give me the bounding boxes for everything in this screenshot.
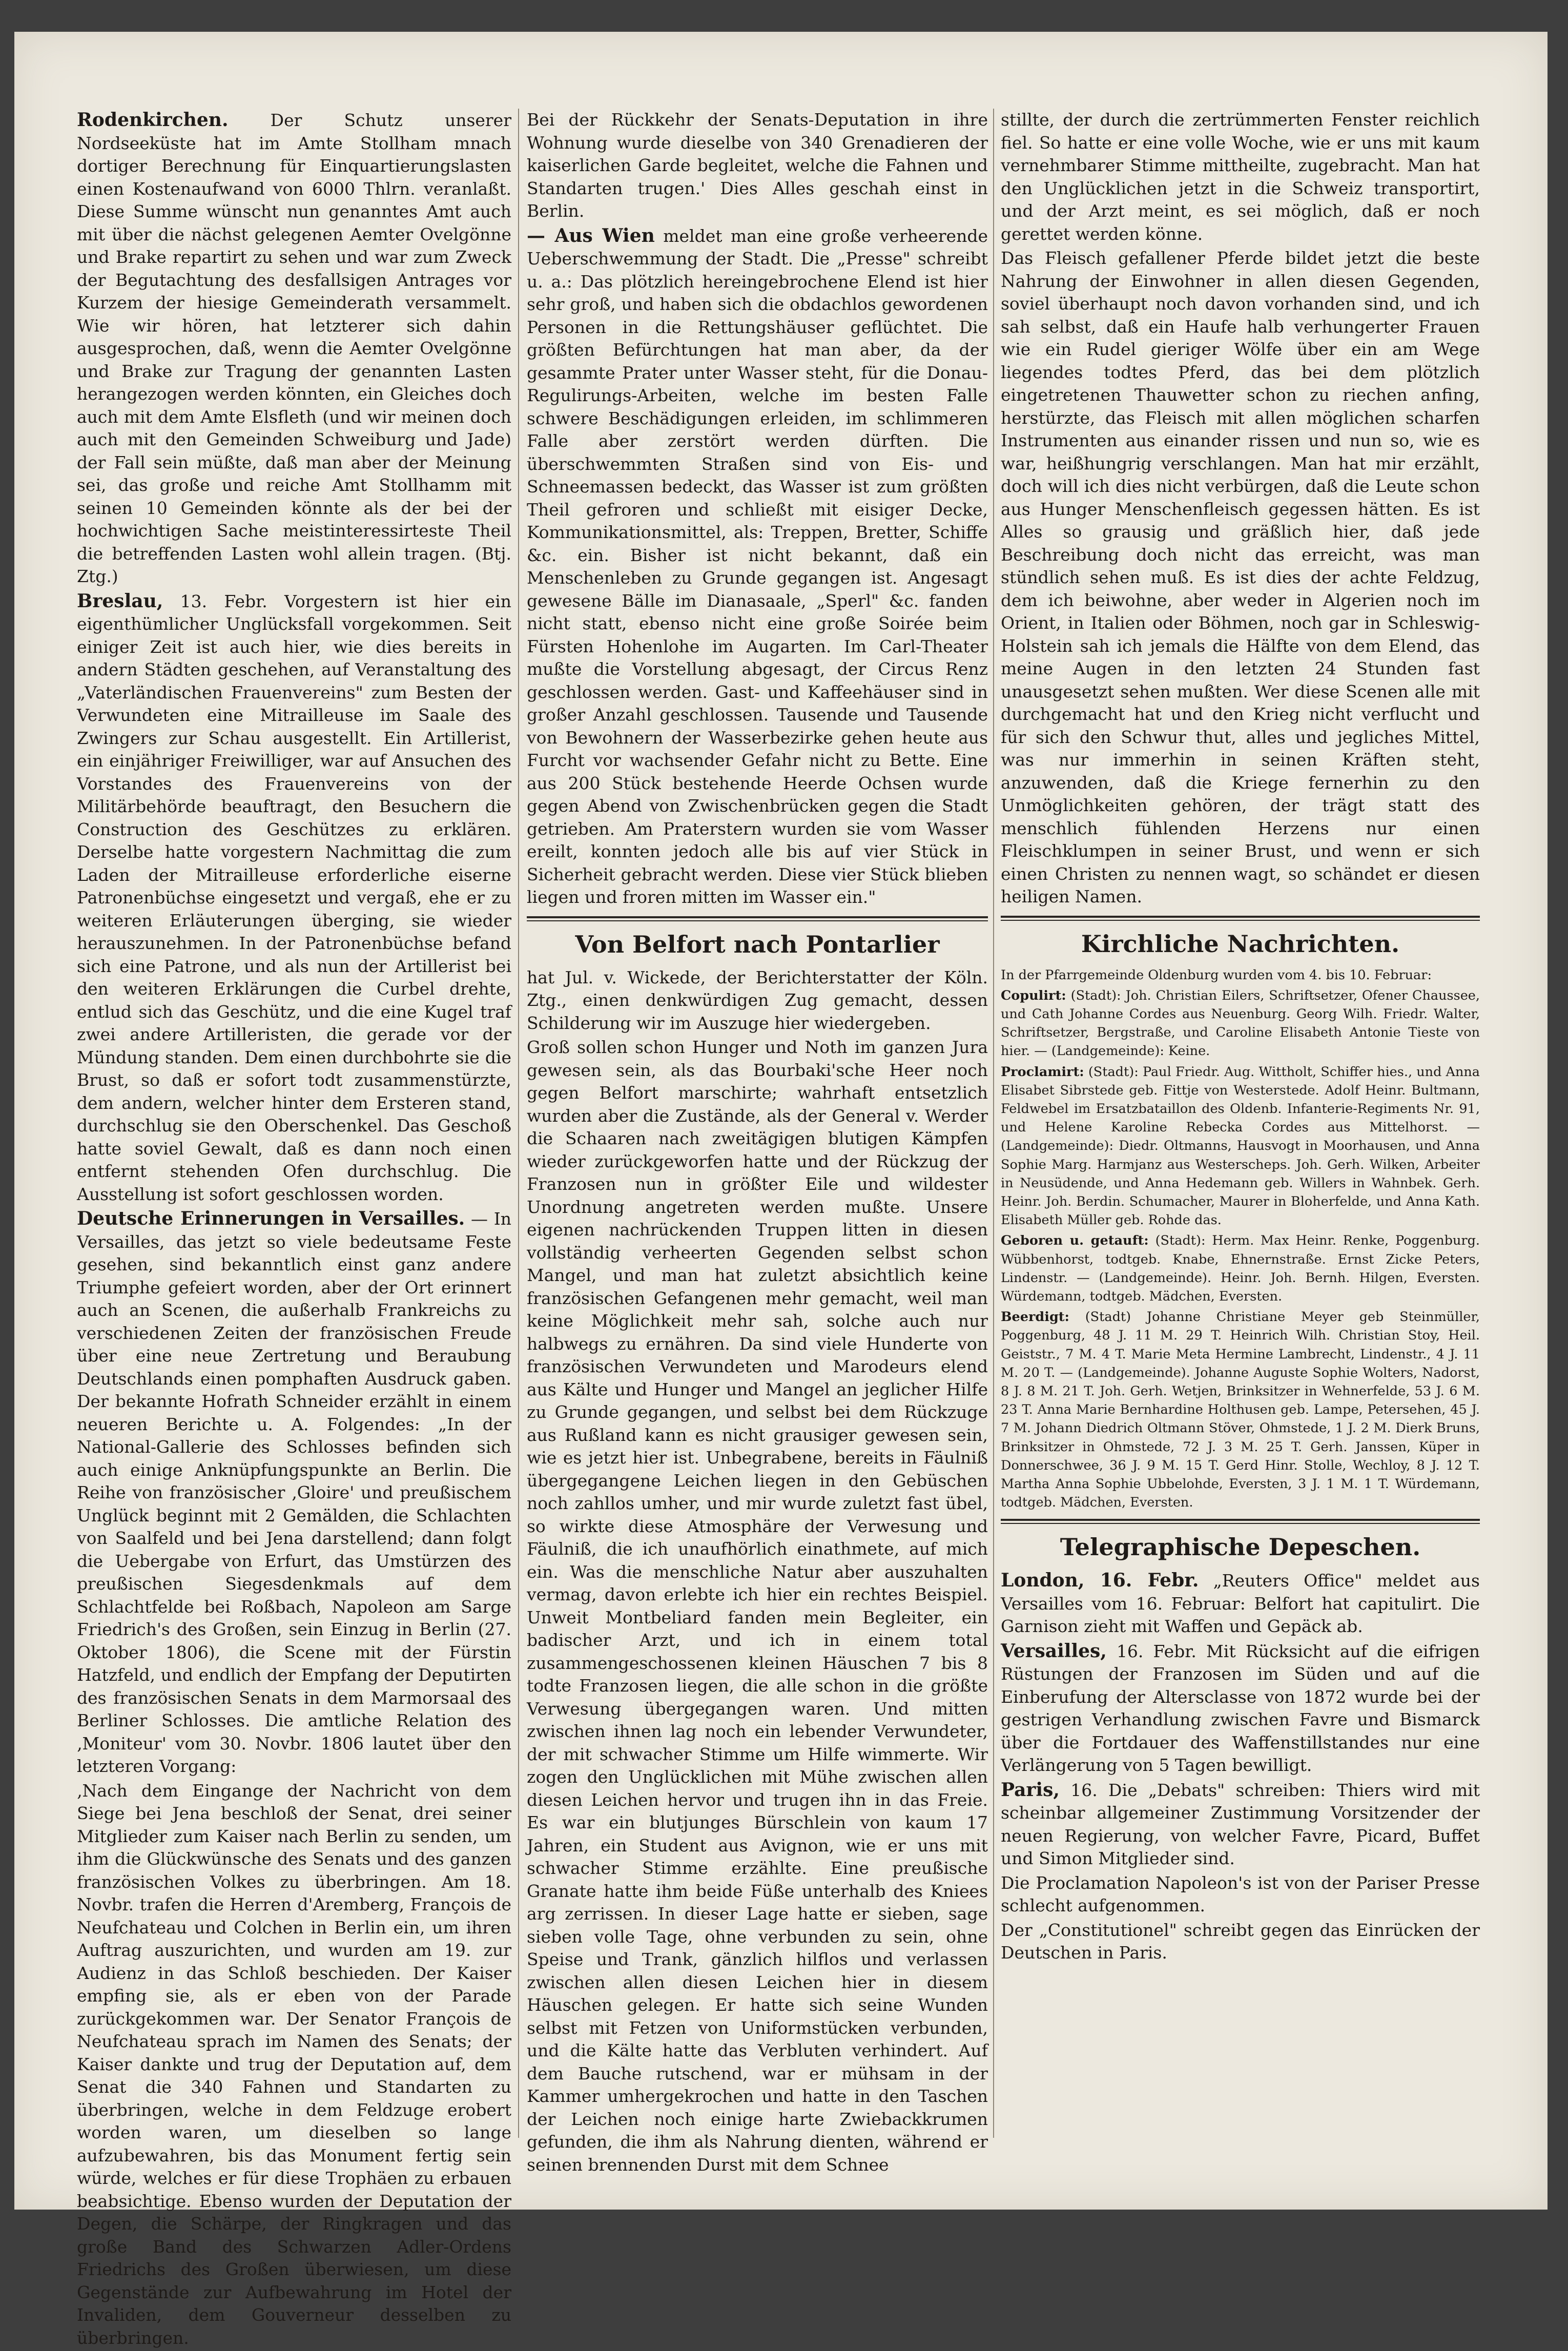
paragraph-text: (Stadt) Johanne Christiane Meyer geb Steinmüller, Poggenburg, 48 J. 11 M. 29 T. Heinrich Wilh. Christian Stoy, Heil. Geiststr., 7 M. 4 T. Marie Meta Hermine Lambrecht, Lindenstr., 4 J. 11 M. 20 T. — (Landgemeinde). Johanne Auguste Sophie Wolters, Nadorst, 8 J. 8 M. 21 T. Joh. Gerh. Wetjen, Brinksitzer in Wehnerfelde, 53 J. 6 M. 23 T. Anna Marie Bernhardine Holthusen geb. Lampe, Petersehen, 45 J. 7 M. Johann Diedrich Oltmann Stöver, Ohmstede, 1 J. 2 M. Dierk Bruns, Brinksitzer in Ohmstede, 72 J. 3 M. 25 T. Gerh. Janssen, Küper in Donnerschwee, 36 J. 9 M. 15 T. Gerd Hinr. Stolle, Wechloy, 8 J. 12 T. Martha Anna Sophie Ubbelohde, Eversten, 3 J. 1 M. 1 T. Würdemann, todtgeb. Mädchen, Eversten. — [1001, 1309, 1480, 1511]
column-middle — [527, 109, 988, 2178]
paragraph-text: hat Jul. v. Wickede, der Berichterstatter der Köln. Ztg., einen denkwürdigen Zug gemacht, dessen Schilderung wir im Auszuge hier wiedergeben. — [527, 967, 988, 1033]
paragraph-text: Der Schutz unserer Nordseeküste hat im Amte Stollham mnach dortiger Berechnung für Einquartierungslasten einen Kostenaufwand von 6000 Thlrn. veranlaßt. Diese Summe wünscht nun genanntes Amt auch mit über die nächst gelegenen Aemter Ovelgönne und Brake repartirt zu sehen und war zum Zweck der Begutachtung des desfallsigen Antrages vor Kurzem der hiesige Gemeinderath versammelt. Wie wir hören, hat letzterer sich dahin ausgesprochen, daß, wenn die Aemter Ovelgönne und Brake zur Tragung der genannten Lasten herangezogen werden könnten, ein Gleiches doch auch mit dem Amte Elsfleth (und wir meinen doch auch mit den Gemeinden Schweiburg und Jade) der Fall sein müßte, daß man aber der Meinung sei, das große und reiche Amt Stollhamm mit seinen 10 Gemeinden könnte als der bei der hochwichtigen Sache meistinteressirteste Theil die betreffenden Lasten wohl allein tragen. (Btj. Ztg.) — [77, 110, 511, 586]
paragraph — [1001, 1779, 1480, 1870]
paragraph-lead: Rodenkirchen. — [77, 109, 229, 131]
section-heading: Telegraphische Depeschen. — [1060, 1533, 1421, 1561]
paragraph — [1001, 247, 1480, 909]
paragraph — [77, 109, 511, 588]
column-right — [1001, 109, 1480, 1966]
paragraph-lead: London, 16. Febr. — [1001, 1570, 1199, 1592]
paragraph — [527, 1036, 988, 2176]
paragraph — [1001, 1308, 1480, 1512]
paragraph-text: Das Fleisch gefallener Pferde bildet jetzt die beste Nahrung der Einwohner in allen diesen Gegenden, soviel überhaupt noch davon vorhanden sind, und ich sah selbst, daß ein Haufe halb verhungerter Frauen wie ein Rudel gieriger Wölfe über ein am Wege liegendes todtes Pferd, das bei dem plötzlich eingetretenen Thauwetter schon zu riechen anfing, herstürzte, das Fleisch mit allen möglichen scharfen Instrumenten aus einander rissen und nun so, wie es war, heißhungrig verschlangen. Man hat mir erzählt, doch will ich dies nicht verbürgen, daß die Leute schon aus Hunger Menschenfleisch gegessen hätten. Es ist Alles so grausig und gräßlich hier, daß jede Beschreibung doch nicht das erreicht, was man stündlich sehen muß. Es ist dies der achte Feldzug, dem ich beiwohne, aber weder in Algerien noch im Orient, in Italien oder Böhmen, noch gar in Schleswig-Holstein sah ich jemals die Hälfte von dem Elend, das meine Augen in den letzten 24 Stunden fast unausgesetzt sehen mußten. Wer diese Scenen alle mit durchgemacht hat und den Krieg nicht verflucht und für sich den Schwur thut, alles und jegliches Mittel, was nur immerhin in seinen Kräften steht, anzuwenden, daß die Kriege fernerhin zu den Unmöglichkeiten gehören, der trägt statt des menschlich fühlenden Herzens nur einen Fleischklumpen in seiner Brust, und wenn er sich einen Christen zu nennen wagt, so schändet er diesen heiligen Namen. — [1001, 248, 1480, 906]
section-rule — [1001, 1519, 1480, 1521]
column-divider — [518, 109, 519, 2138]
section-heading: Von Belfort nach Pontarlier — [575, 930, 940, 958]
paragraph — [1001, 1919, 1480, 1965]
paragraph-text: „Reuters Office" meldet aus Versailles vom 16. Februar: Belfort hat capitulirt. Die Garnison zieht mit Waffen und Gepäck ab. — [1001, 1571, 1480, 1637]
section-rule — [1001, 916, 1480, 918]
paragraph-lead: Deutsche Erinnerungen in Versailles. — [77, 1208, 465, 1229]
paragraph-lead: — Aus Wien — [527, 224, 655, 246]
paragraph — [1001, 1231, 1480, 1306]
paragraph-lead: Beerdigt: — [1001, 1309, 1069, 1325]
paragraph — [1001, 1063, 1480, 1230]
paragraph-lead: Paris, — [1001, 1779, 1060, 1801]
paragraph — [527, 109, 988, 223]
church-news-list — [1001, 966, 1480, 1512]
telegram-list — [1001, 1569, 1480, 1965]
section-heading: Kirchliche Nachrichten. — [1081, 930, 1400, 958]
paragraph — [77, 1207, 511, 1778]
article-list — [527, 966, 988, 2177]
paragraph-lead: Versailles, — [1001, 1640, 1107, 1662]
article-list — [77, 109, 511, 2349]
section-rule — [527, 916, 988, 918]
paragraph-text: (Stadt): Herm. Max Heinr. Renke, Poggenburg. Wübbenhorst, todtgeb. Knabe, Ehnernstraße. Ernst Zicke Peters, Lindenstr. — (Landgemeinde). Heinr. Joh. Bernh. Hilgen, Eversten. Würdemann, todtgeb. Mädchen, Eversten. — [1001, 1233, 1480, 1304]
column-left — [77, 109, 511, 2351]
paragraph-lead: Proclamirt: — [1001, 1064, 1084, 1080]
section-rule — [1001, 920, 1480, 921]
paragraph — [1001, 1872, 1480, 1917]
paragraph — [1001, 1640, 1480, 1777]
paragraph-lead: Geboren u. getauft: — [1001, 1233, 1149, 1249]
paragraph-lead: Breslau, — [77, 590, 163, 612]
paragraph-text: 16. Febr. Mit Rücksicht auf die eifrigen Rüstungen der Franzosen im Süden und auf die Einberufung der Altersclasse von 1872 wurde bei der gestrigen Verhandlung zwischen Favre und Bismarck über die Fortdauer des Waffenstillstandes nur eine Verlängerung von 5 Tagen bewilligt. — [1001, 1641, 1480, 1776]
paragraph-text: 16. Die „Debats" schreiben: Thiers wird mit scheinbar allgemeiner Zustimmung Vorsitzender der neuen Regierung, von welcher Favre, Picard, Buffet und Simon Mitglieder sind. — [1001, 1780, 1480, 1869]
paragraph-text: In der Pfarrgemeinde Oldenburg wurden vom 4. bis 10. Februar: — [1001, 967, 1432, 983]
section-rule — [527, 920, 988, 921]
paragraph-text: ‚Nach dem Eingange der Nachricht von dem Siege bei Jena beschloß der Senat, drei seiner Mitglieder zum Kaiser nach Berlin zu senden, um ihm die Glückwünsche des Senats und des ganzen französischen Volkes zu überbringen. Am 18. Novbr. trafen die Herren d'Aremberg, François de Neufchateau und Colchen in Berlin ein, um ihren Auftrag auszurichten, und wurden am 19. zur Audienz in das Schloß beschieden. Der Kaiser empfing sie, als er eben von der Parade zurückgekommen war. Der Senator François de Neufchateau sprach im Namen des Senats; der Kaiser dankte und trug der Deputation auf, dem Senat die 340 Fahnen und Standarten zu überbringen, welche in dem Feldzuge erobert worden waren, um dieselben so lange aufzubewahren, bis das Monument fertig sein würde, welches er für diese Trophäen zu erbauen beabsichtige. Ebenso wurden der Deputation der Degen, die Schärpe, der Ringkragen und das große Band des Schwarzen Adler-Ordens Friedrichs des Großen überwiesen, um diese Gegenstände zur Aufbewahrung im Hotel der Invaliden, dem Gouverneur desselben zu überbringen. — [77, 1780, 511, 2348]
paragraph — [1001, 1569, 1480, 1638]
paragraph-text: Der „Constitutionel" schreibt gegen das Einrücken der Deutschen in Paris. — [1001, 1920, 1480, 1963]
article-list — [527, 109, 988, 909]
paragraph-text: — In Versailles, das jetzt so viele bedeutsame Feste gesehen, sind bekanntlich einst ganz andere Triumphe gefeiert worden, aber der Ort erinnert auch an Scenen, die außerhalb Frankreichs zu verschiedenen Zeiten der französischen Freude über eine neue Zertretung und Beraubung Deutschlands einen pomphaften Ausdruck gaben. Der bekannte Hofrath Schneider erzählt in einem neueren Berichte u. A. Folgendes: „In der National-Gallerie des Schlosses befinden sich auch einige Anknüpfungspunkte an Berlin. Die Reihe von französischer ‚Gloire' und preußischem Unglück beginnt mit 2 Gemälden, die Schlachten von Saalfeld und bei Jena darstellend; dann folgt die Uebergabe von Erfurt, das Umstürzen des preußischen Siegesdenkmals auf dem Schlachtfelde bei Roßbach, Napoleon am Sarge Friedrich's des Großen, sein Einzug in Berlin (27. Oktober 1806), die Scene mit der Fürstin Hatzfeld, und endlich der Empfang der Deputirten des französischen Senats in dem Marmorsaal des Berliner Schlosses. Die amtliche Relation des ‚Moniteur' vom 30. Novbr. 1806 lautet über den letzteren Vorgang: — [77, 1209, 511, 1776]
paragraph-text: Groß sollen schon Hunger und Noth im ganzen Jura gewesen sein, als das Bourbaki'sche Heer noch gegen Belfort marschirte; wahrhaft entsetzlich wurden aber die Zustände, als der General v. Werder die Schaaren nach zweitägigen blutigen Kämpfen wieder zurückgeworfen hatte und der Rückzug der Franzosen nun in größter Eile und wildester Unordnung angetreten werden mußte. Unsere eigenen nachrückenden Truppen litten in diesen vollständig verheerten Gegenden selbst schon Mangel, und man hat zuletzt absichtlich keine französischen Gefangenen mehr gemacht, weil man keine Möglichkeit mehr sah, solche auch nur halbwegs zu ernähren. Da sind viele Hunderte von französischen Verwundeten und Marodeurs elend aus Kälte und Hunger und Mangel an jeglicher Hilfe zu Grunde gegangen, und selbst bei dem Rückzuge aus Rußland kann es nicht grausiger gewesen sein, wie es jetzt hier ist. Unbegrabene, bereits in Fäulniß übergegangene Leichen liegen in den Gebüschen noch zahllos umher, und mir wurde zuletzt fast übel, so wirkte diese Atmosphäre der Verwesung und Fäulniß, die ich unaufhörlich einathmete, auf mich ein. Was die menschliche Natur aber auszuhalten vermag, davon erlebte ich hier ein rechtes Beispiel. Unweit Montbeliard fanden mein Begleiter, ein badischer Arzt, und ich in einem total zusammengeschossenen kleinen Häuschen 7 bis 8 todte Franzosen liegen, die alle schon in die größte Verwesung übergegangen waren. Und mitten zwischen ihnen lag noch ein lebender Verwundeter, der mit schwacher Stimme um Hilfe wimmerte. Wir zogen den Unglücklichen mit Mühe zwischen allen diesen Leichen hervor und trugen ihn in das Freie. Es war ein blutjunges Bürschlein von kaum 17 Jahren, ein Student aus Avignon, wie er uns mit schwacher Stimme erzählte. Eine preußische Granate hatte ihm beide Füße unterhalb des Kniees arg zerrissen. In dieser Lage hatte er sieben, sage sieben volle Tage, ohne verbunden zu sein, ohne Speise und Trank, gänzlich hilflos und verlassen zwischen allen diesen Leichen hier in diesem Häuschen gelegen. Er hatte sich seine Wunden selbst mit Fetzen von Uniformstücken verbunden, und die Kälte hatte das Verbluten verhindert. Auf dem Bauche rutschend, war er mühsam in der Kammer umhergekrochen und hatte in den Taschen der Leichen noch einige harte Zwiebackkrumen gefunden, die ihm als Nahrung dienten, während er seinen brennenden Durst mit dem Schnee — [527, 1037, 988, 2175]
column-divider — [993, 109, 994, 2138]
paragraph — [527, 224, 988, 909]
paragraph — [77, 1780, 511, 2350]
paragraph-text: (Stadt): Paul Friedr. Aug. Wittholt, Schiffer hies., und Anna Elisabet Sibrstede geb. Fittje von Westerstede. Adolf Heinr. Bultmann, Feldwebel im Ersatzbataillon des Oldenb. Infanterie-Regiments Nr. 91, und Helene Karoline Rebecka Cordes aus Mittelhorst. — (Landgemeinde): Diedr. Oltmanns, Hausvogt in Moorhausen, und Anna Sophie Marg. Harmjanz aus Westerscheps. Joh. Gerh. Wilken, Arbeiter in Neusüdende, und Anna Hedemann geb. Willers in Wahnbek. Gerh. Heinr. Joh. Berdin. Schumacher, Maurer in Bloherfelde, und Anna Kath. Elisabeth Müller geb. Rohde das. — [1001, 1064, 1480, 1228]
paragraph-text: Die Proclamation Napoleon's ist von der Pariser Presse schlecht aufgenommen. — [1001, 1872, 1480, 1916]
paragraph — [1001, 966, 1480, 984]
paragraph — [77, 590, 511, 1206]
paragraph-text: 13. Febr. Vorgestern ist hier ein eigenthümlicher Unglücksfall vorgekommen. Seit einiger Zeit ist auch hier, wie dies bereits in andern Städten geschehen, auf Veranstaltung des „Vaterländischen Frauenvereins" zum Besten der Verwundeten eine Mitrailleuse im Saale des Zwingers zur Schau ausgestellt. Ein Artillerist, ein einjähriger Freiwilliger, war auf Ansuchen des Vorstandes des Frauenvereins von der Militärbehörde beauftragt, den Besuchern die Construction des Geschützes zu erklären. Derselbe hatte vorgestern Nachmittag die zum Laden der Mitrailleuse erforderliche eiserne Patronenbüchse eingesetzt und vergaß, ehe er zu weiteren Erläuterungen überging, sie wieder herauszunehmen. In der Patronenbüchse befand sich eine Patrone, und als nun der Artillerist bei den weiteren Erklärungen die Curbel drehte, entlud sich das Geschütz, und die eine Kugel traf zwei andere Artilleristen, die gerade vor der Mündung standen. Dem einen durchbohrte sie die Brust, so daß er sofort todt zusammenstürzte, dem andern, welcher hinter dem Ersteren stand, durchschlug sie den Oberschenkel. Das Geschoß hatte soviel Gewalt, daß es dann noch einen entfernt stehenden Ofen durchschlug. Die Ausstellung ist sofort geschlossen worden. — [77, 591, 511, 1204]
section-rule — [1001, 1523, 1480, 1524]
newspaper-page — [14, 32, 1548, 2348]
paragraph-text: (Stadt): Joh. Christian Eilers, Schriftsetzer, Ofener Chaussee, und Cath Johanne Cordes aus Neuenburg. Georg Wilh. Friedr. Walter, Schriftsetzer, Bergstraße, und Caroline Elisabeth Antonie Tieste von hier. — (Landgemeinde): Keine. — [1001, 987, 1480, 1059]
paragraph — [1001, 986, 1480, 1061]
paragraph-lead: Copulirt: — [1001, 987, 1066, 1003]
article-list — [1001, 109, 1480, 909]
paragraph — [527, 966, 988, 1035]
paragraph-text: stillte, der durch die zertrümmerten Fenster reichlich fiel. So hatte er eine volle Woche, wie er uns mit kaum vernehmbarer Stimme mittheilte, zugebracht. Man hat den Unglücklichen jetzt in die Schweiz transportirt, und der Arzt meint, es sei möglich, daß er noch gerettet werden könne. — [1001, 110, 1480, 244]
paragraph — [1001, 109, 1480, 245]
paragraph-text: Bei der Rückkehr der Senats-Deputation in ihre Wohnung wurde dieselbe von 340 Grenadieren der kaiserlichen Garde begleitet, welche die Fahnen und Standarten trugen.' Dies Alles geschah einst in Berlin. — [527, 110, 988, 221]
paragraph-text: meldet man eine große verheerende Ueberschwemmung der Stadt. Die „Presse" schreibt u. a.: Das plötzlich hereingebrochene Elend ist hier sehr groß, und haben sich die obdachlos gewordenen Personen in die Rettungshäuser geflüchtet. Die größten Befürchtungen hat man aber, da der gesammte Prater unter Wasser steht, für die Donau-Regulirungs-Arbeiten, welche im besten Falle schwere Beschädigungen erleiden, im schlimmeren Falle aber zerstört werden dürften. Die überschwemmten Straßen sind von Eis- und Schneemassen bedeckt, das Wasser ist zum größten Theil gefroren und schließt mit eisiger Decke, Kommunikationsmittel, als: Treppen, Bretter, Schiffe &c. ein. Bisher ist nicht bekannt, daß ein Menschenleben zu Grunde gegangen ist. Angesagt gewesene Bälle im Dianasaale, „Sperl" &c. fanden nicht statt, ebenso nicht eine große Soirée beim Fürsten Hohenlohe im Augarten. Im Carl-Theater mußte die Vorstellung abgesagt, der Circus Renz geschlossen werden. Gast- und Kaffeehäuser sind in großer Anzahl geschlossen. Tausende und Tausende von Bewohnern der Wasserbezirke gehen heute aus Furcht vor wachsender Gefahr nicht zu Bette. Eine aus 200 Stück bestehende Heerde Ochsen wurde gegen Abend von Zwischenbrücken gegen die Stadt getrieben. Am Praterstern wurden sie vom Wasser ereilt, konnten jedoch alle bis auf vier Stück in Sicherheit gebracht werden. Diese vier Stück blieben liegen und froren mitten im Wasser ein." — [527, 225, 988, 907]
